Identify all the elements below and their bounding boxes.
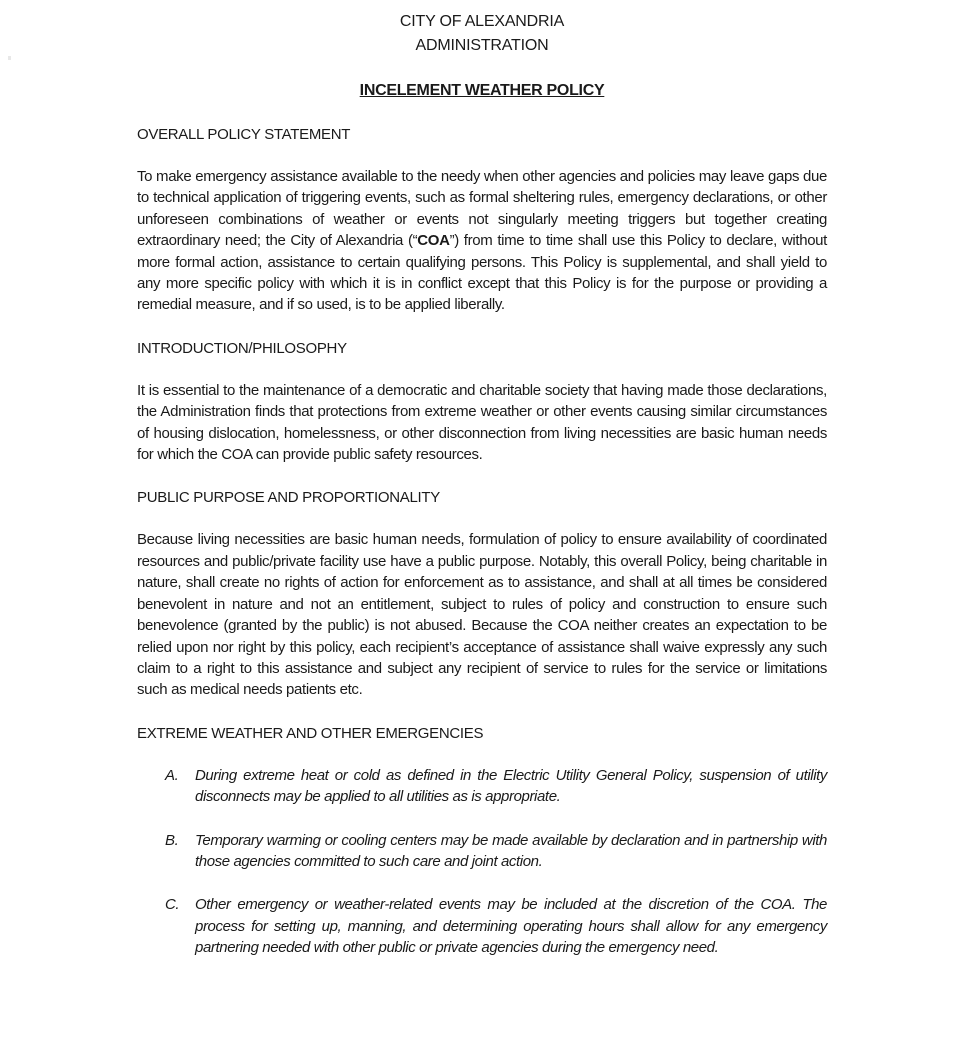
list-item-text: During extreme heat or cold as defined in the Electric Utility General Policy, suspension of utility disconnects may be applied to all utilities as is appropriate. (195, 766, 827, 806)
emergency-measures-list (137, 765, 827, 959)
list-item (137, 894, 827, 958)
section-heading-introduction: INTRODUCTION/PHILOSOPHY (137, 339, 347, 357)
list-marker: A. (165, 766, 179, 784)
document-page (137, 10, 827, 981)
section-heading-public-purpose: PUBLIC PURPOSE AND PROPORTIONALITY (137, 489, 440, 507)
list-item (137, 830, 827, 873)
header-city-name: CITY OF ALEXANDRIA (399, 13, 565, 30)
header-department: ADMINISTRATION (415, 37, 549, 54)
list-item (137, 765, 827, 808)
list-item-text: Temporary warming or cooling centers may be made available by declaration and in partnership with those agencies committed to such care and joint action. (195, 831, 827, 870)
paragraph-overall-policy (137, 166, 827, 316)
list-marker: B. (165, 831, 179, 849)
paragraph-text: To make emergency assistance available to the needy when other agencies and policies may leave gaps due to technical application of triggering events, such as formal sheltering rules, emergency declarations, or other unforeseen combinations of weather or events not singularly meeting triggers but together creating extraordinary need; the City of Alexandria (“ (137, 168, 827, 250)
list-marker: C. (165, 896, 180, 914)
list-item-text: Other emergency or weather-related events may be included at the discretion of the COA. The process for setting up, manning, and determining operating hours shall allow for any emergency partnering needed with other public or private agencies during the emergency need. (195, 896, 827, 957)
paragraph-bold-abbreviation: COA (417, 232, 450, 250)
paragraph-text: ”) from time to time shall use this Policy to declare, without more formal action, assistance to certain qualifying persons. This Policy is supplemental, and shall yield to any more specific policy with which it is in conflict except that this Policy is for the purpose or providing a remedial measure, and if so used, is to be applied liberally. (137, 232, 827, 314)
document-title: INCELEMENT WEATHER POLICY (359, 82, 605, 99)
paragraph-introduction: It is essential to the maintenance of a democratic and charitable society that having made those declarations, the Administration finds that protections from extreme weather or other events causing similar circumstances of housing dislocation, homelessness, or other disconnection from living necessities are basic human needs for which the COA can provide public safety resources. (137, 381, 827, 464)
section-heading-overall-policy: OVERALL POLICY STATEMENT (137, 126, 351, 143)
paragraph-public-purpose: Because living necessities are basic human needs, formulation of policy to ensure availability of coordinated resources and public/private facility use have a public purpose. Notably, this overall Policy, being charitable in nature, shall create no rights of action for enforcement as to assistance, and shall at all times be considered benevolent in nature and not an entitlement, subject to rules of policy and construction to ensure such benevolence (granted by the public) is not abused. Because the COA neither creates an expectation to be relied upon nor right by this policy, each recipient’s acceptance of assistance shall waive expressly any such claim to a right to this assistance and subject any recipient of service to rules for the service or limitations such as medical needs patients etc. (137, 531, 827, 699)
scan-artifact (8, 56, 11, 60)
section-heading-extreme-weather: EXTREME WEATHER AND OTHER EMERGENCIES (137, 724, 484, 742)
